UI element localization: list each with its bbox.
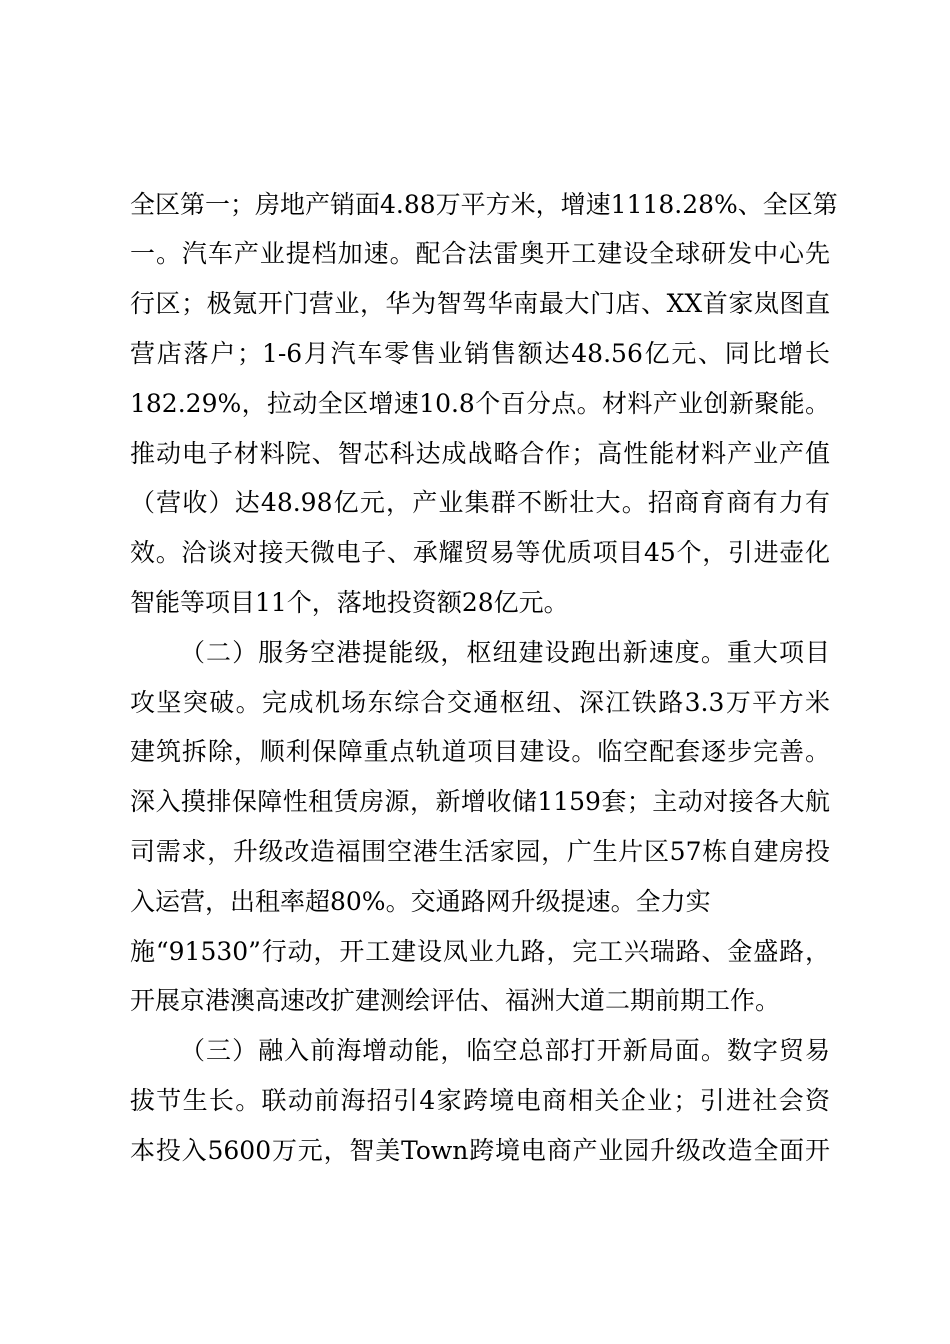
text-line-13: 深入摸排保障性租赁房源，新增收储1159套；主动对接各大航	[130, 787, 830, 816]
text-line-7: （营收）达48.98亿元，产业集群不断壮大。招商育商有力有	[130, 488, 830, 517]
text-line-1: 全区第一；房地产销面4.88万平方米，增速1118.28%、全区第	[130, 190, 838, 219]
text-line-4: 营店落户；1-6月汽车零售业销售额达48.56亿元、同比增长	[130, 339, 830, 368]
text-line-2: 一。汽车产业提档加速。配合法雷奥开工建设全球研发中心先	[130, 239, 830, 268]
text-line-12: 建筑拆除，顺利保障重点轨道项目建设。临空配套逐步完善。	[130, 737, 830, 766]
text-line-3: 行区；极氪开门营业，华为智驾华南最大门店、XX首家岚图直	[130, 289, 830, 318]
text-line-16: 施“91530”行动，开工建设凤业九路，完工兴瑞路、金盛路，	[130, 937, 830, 966]
text-line-19: 拔节生长。联动前海招引4家跨境电商相关企业；引进社会资	[130, 1086, 830, 1115]
text-line-20: 本投入5600万元，智美Town跨境电商产业园升级改造全面开	[130, 1136, 830, 1165]
text-line-5: 182.29%，拉动全区增速10.8个百分点。材料产业创新聚能。	[130, 389, 830, 418]
text-line-14: 司需求，升级改造福围空港生活家园，广生片区57栋自建房投	[130, 837, 830, 866]
section-heading-3-line: （三）融入前海增动能，临空总部打开新局面。数字贸易	[180, 1036, 830, 1065]
text-line-9: 智能等项目11个，落地投资额28亿元。	[130, 588, 569, 617]
text-line-8: 效。洽谈对接天微电子、承耀贸易等优质项目45个，引进壶化	[130, 538, 830, 567]
text-line-17: 开展京港澳高速改扩建测绘评估、福洲大道二期前期工作。	[130, 986, 781, 1015]
text-line-11: 攻坚突破。完成机场东综合交通枢纽、深江铁路3.3万平方米	[130, 688, 830, 717]
text-line-6: 推动电子材料院、智芯科达成战略合作；高性能材料产业产值	[130, 439, 830, 468]
text-line-15: 入运营，出租率超80%。交通路网升级提速。全力实	[130, 887, 711, 916]
section-heading-2-line: （二）服务空港提能级，枢纽建设跑出新速度。重大项目	[180, 638, 830, 667]
